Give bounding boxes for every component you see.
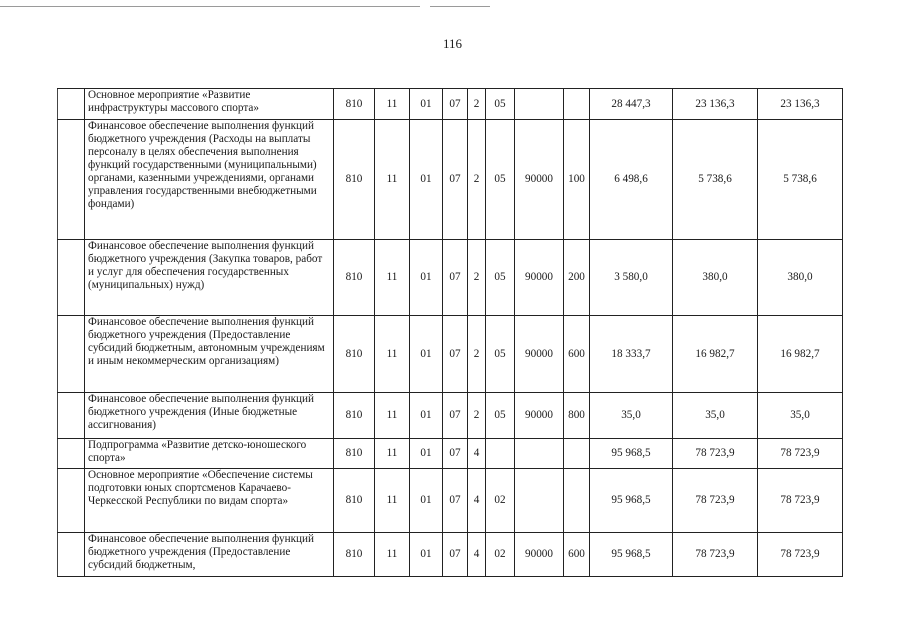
subsection-code-cell: 01 <box>410 533 443 577</box>
budget-table <box>57 88 843 577</box>
expense-type-cell: 800 <box>564 393 590 439</box>
section-code-cell: 11 <box>375 120 410 240</box>
empty-cell <box>58 316 85 393</box>
table-row <box>58 89 843 120</box>
item-name-cell: Финансовое обеспечение выполнения функций бюджетного учреждения (Расходы на выплаты персоналу в целях обеспечения выполнения функций государственными (муниципальными) органами, казенными учреждениями, органами управления государственными внебюджетными фондами) <box>85 120 334 240</box>
amount-year-1-cell: 6 498,6 <box>590 120 673 240</box>
subprogram-code-cell: 2 <box>468 240 486 316</box>
program-code-cell: 07 <box>443 89 468 120</box>
expense-type-cell: 600 <box>564 533 590 577</box>
subsection-code-cell: 01 <box>410 316 443 393</box>
amount-year-3-cell: 380,0 <box>758 240 843 316</box>
ministry-code-cell: 810 <box>334 240 375 316</box>
empty-cell <box>58 89 85 120</box>
empty-cell <box>58 240 85 316</box>
program-code-cell: 07 <box>443 439 468 469</box>
amount-year-3-cell: 5 738,6 <box>758 120 843 240</box>
activity-code-cell: 02 <box>486 533 515 577</box>
subsection-code-cell: 01 <box>410 469 443 533</box>
direction-code-cell: 90000 <box>515 533 564 577</box>
subsection-code-cell: 01 <box>410 89 443 120</box>
subprogram-code-cell: 2 <box>468 89 486 120</box>
expense-type-cell <box>564 469 590 533</box>
amount-year-2-cell: 23 136,3 <box>673 89 758 120</box>
section-code-cell: 11 <box>375 439 410 469</box>
amount-year-2-cell: 78 723,9 <box>673 533 758 577</box>
item-name-cell: Подпрограмма «Развитие детско-юношеского спорта» <box>85 439 334 469</box>
item-name-cell: Основное мероприятие «Обеспечение системы подготовки юных спортсменов Карачаево-Черкесской Республики по видам спорта» <box>85 469 334 533</box>
amount-year-2-cell: 78 723,9 <box>673 439 758 469</box>
amount-year-3-cell: 35,0 <box>758 393 843 439</box>
ministry-code-cell: 810 <box>334 469 375 533</box>
amount-year-1-cell: 95 968,5 <box>590 533 673 577</box>
empty-cell <box>58 120 85 240</box>
section-code-cell: 11 <box>375 89 410 120</box>
direction-code-cell: 90000 <box>515 120 564 240</box>
amount-year-2-cell: 5 738,6 <box>673 120 758 240</box>
activity-code-cell: 05 <box>486 393 515 439</box>
section-code-cell: 11 <box>375 393 410 439</box>
subprogram-code-cell: 4 <box>468 533 486 577</box>
item-name-cell: Финансовое обеспечение выполнения функций бюджетного учреждения (Предоставление субсидий бюджетным, <box>85 533 334 577</box>
ministry-code-cell: 810 <box>334 439 375 469</box>
activity-code-cell: 05 <box>486 120 515 240</box>
ministry-code-cell: 810 <box>334 316 375 393</box>
activity-code-cell: 05 <box>486 89 515 120</box>
section-code-cell: 11 <box>375 240 410 316</box>
amount-year-1-cell: 35,0 <box>590 393 673 439</box>
amount-year-3-cell: 78 723,9 <box>758 469 843 533</box>
program-code-cell: 07 <box>443 316 468 393</box>
page-number: 116 <box>442 36 463 51</box>
empty-cell <box>58 469 85 533</box>
subprogram-code-cell: 2 <box>468 120 486 240</box>
item-name-cell: Основное мероприятие «Развитие инфраструктуры массового спорта» <box>85 89 334 120</box>
direction-code-cell <box>515 89 564 120</box>
amount-year-3-cell: 23 136,3 <box>758 89 843 120</box>
program-code-cell: 07 <box>443 120 468 240</box>
table-row <box>58 533 843 577</box>
activity-code-cell <box>486 439 515 469</box>
activity-code-cell: 05 <box>486 240 515 316</box>
table-row <box>58 439 843 469</box>
table-row <box>58 120 843 240</box>
program-code-cell: 07 <box>443 469 468 533</box>
subsection-code-cell: 01 <box>410 240 443 316</box>
amount-year-1-cell: 95 968,5 <box>590 469 673 533</box>
subsection-code-cell: 01 <box>410 393 443 439</box>
table-row <box>58 316 843 393</box>
empty-cell <box>58 533 85 577</box>
amount-year-1-cell: 28 447,3 <box>590 89 673 120</box>
amount-year-2-cell: 380,0 <box>673 240 758 316</box>
expense-type-cell <box>564 439 590 469</box>
item-name-cell: Финансовое обеспечение выполнения функций бюджетного учреждения (Закупка товаров, работ и услуг для обеспечения государственных (муниципальных) нужд) <box>85 240 334 316</box>
expense-type-cell: 200 <box>564 240 590 316</box>
subprogram-code-cell: 2 <box>468 393 486 439</box>
amount-year-1-cell: 18 333,7 <box>590 316 673 393</box>
direction-code-cell: 90000 <box>515 316 564 393</box>
program-code-cell: 07 <box>443 533 468 577</box>
amount-year-3-cell: 16 982,7 <box>758 316 843 393</box>
direction-code-cell: 90000 <box>515 240 564 316</box>
subprogram-code-cell: 2 <box>468 316 486 393</box>
scan-top-rule <box>0 6 420 7</box>
empty-cell <box>58 439 85 469</box>
expense-type-cell: 100 <box>564 120 590 240</box>
subsection-code-cell: 01 <box>410 120 443 240</box>
subsection-code-cell: 01 <box>410 439 443 469</box>
amount-year-2-cell: 78 723,9 <box>673 469 758 533</box>
amount-year-2-cell: 16 982,7 <box>673 316 758 393</box>
table-row <box>58 240 843 316</box>
item-name-cell: Финансовое обеспечение выполнения функций бюджетного учреждения (Предоставление субсидий бюджетным, автономным учреждениям и иным некоммерческим организациям) <box>85 316 334 393</box>
program-code-cell: 07 <box>443 393 468 439</box>
empty-cell <box>58 393 85 439</box>
expense-type-cell <box>564 89 590 120</box>
direction-code-cell: 90000 <box>515 393 564 439</box>
section-code-cell: 11 <box>375 469 410 533</box>
table-row <box>58 393 843 439</box>
amount-year-2-cell: 35,0 <box>673 393 758 439</box>
direction-code-cell <box>515 469 564 533</box>
amount-year-1-cell: 3 580,0 <box>590 240 673 316</box>
ministry-code-cell: 810 <box>334 89 375 120</box>
amount-year-1-cell: 95 968,5 <box>590 439 673 469</box>
ministry-code-cell: 810 <box>334 533 375 577</box>
table-row <box>58 469 843 533</box>
program-code-cell: 07 <box>443 240 468 316</box>
direction-code-cell <box>515 439 564 469</box>
ministry-code-cell: 810 <box>334 120 375 240</box>
subprogram-code-cell: 4 <box>468 439 486 469</box>
item-name-cell: Финансовое обеспечение выполнения функций бюджетного учреждения (Иные бюджетные ассигнования) <box>85 393 334 439</box>
subprogram-code-cell: 4 <box>468 469 486 533</box>
ministry-code-cell: 810 <box>334 393 375 439</box>
activity-code-cell: 02 <box>486 469 515 533</box>
section-code-cell: 11 <box>375 316 410 393</box>
expense-type-cell: 600 <box>564 316 590 393</box>
amount-year-3-cell: 78 723,9 <box>758 439 843 469</box>
amount-year-3-cell: 78 723,9 <box>758 533 843 577</box>
section-code-cell: 11 <box>375 533 410 577</box>
scan-top-rule-fragment <box>430 6 490 7</box>
activity-code-cell: 05 <box>486 316 515 393</box>
